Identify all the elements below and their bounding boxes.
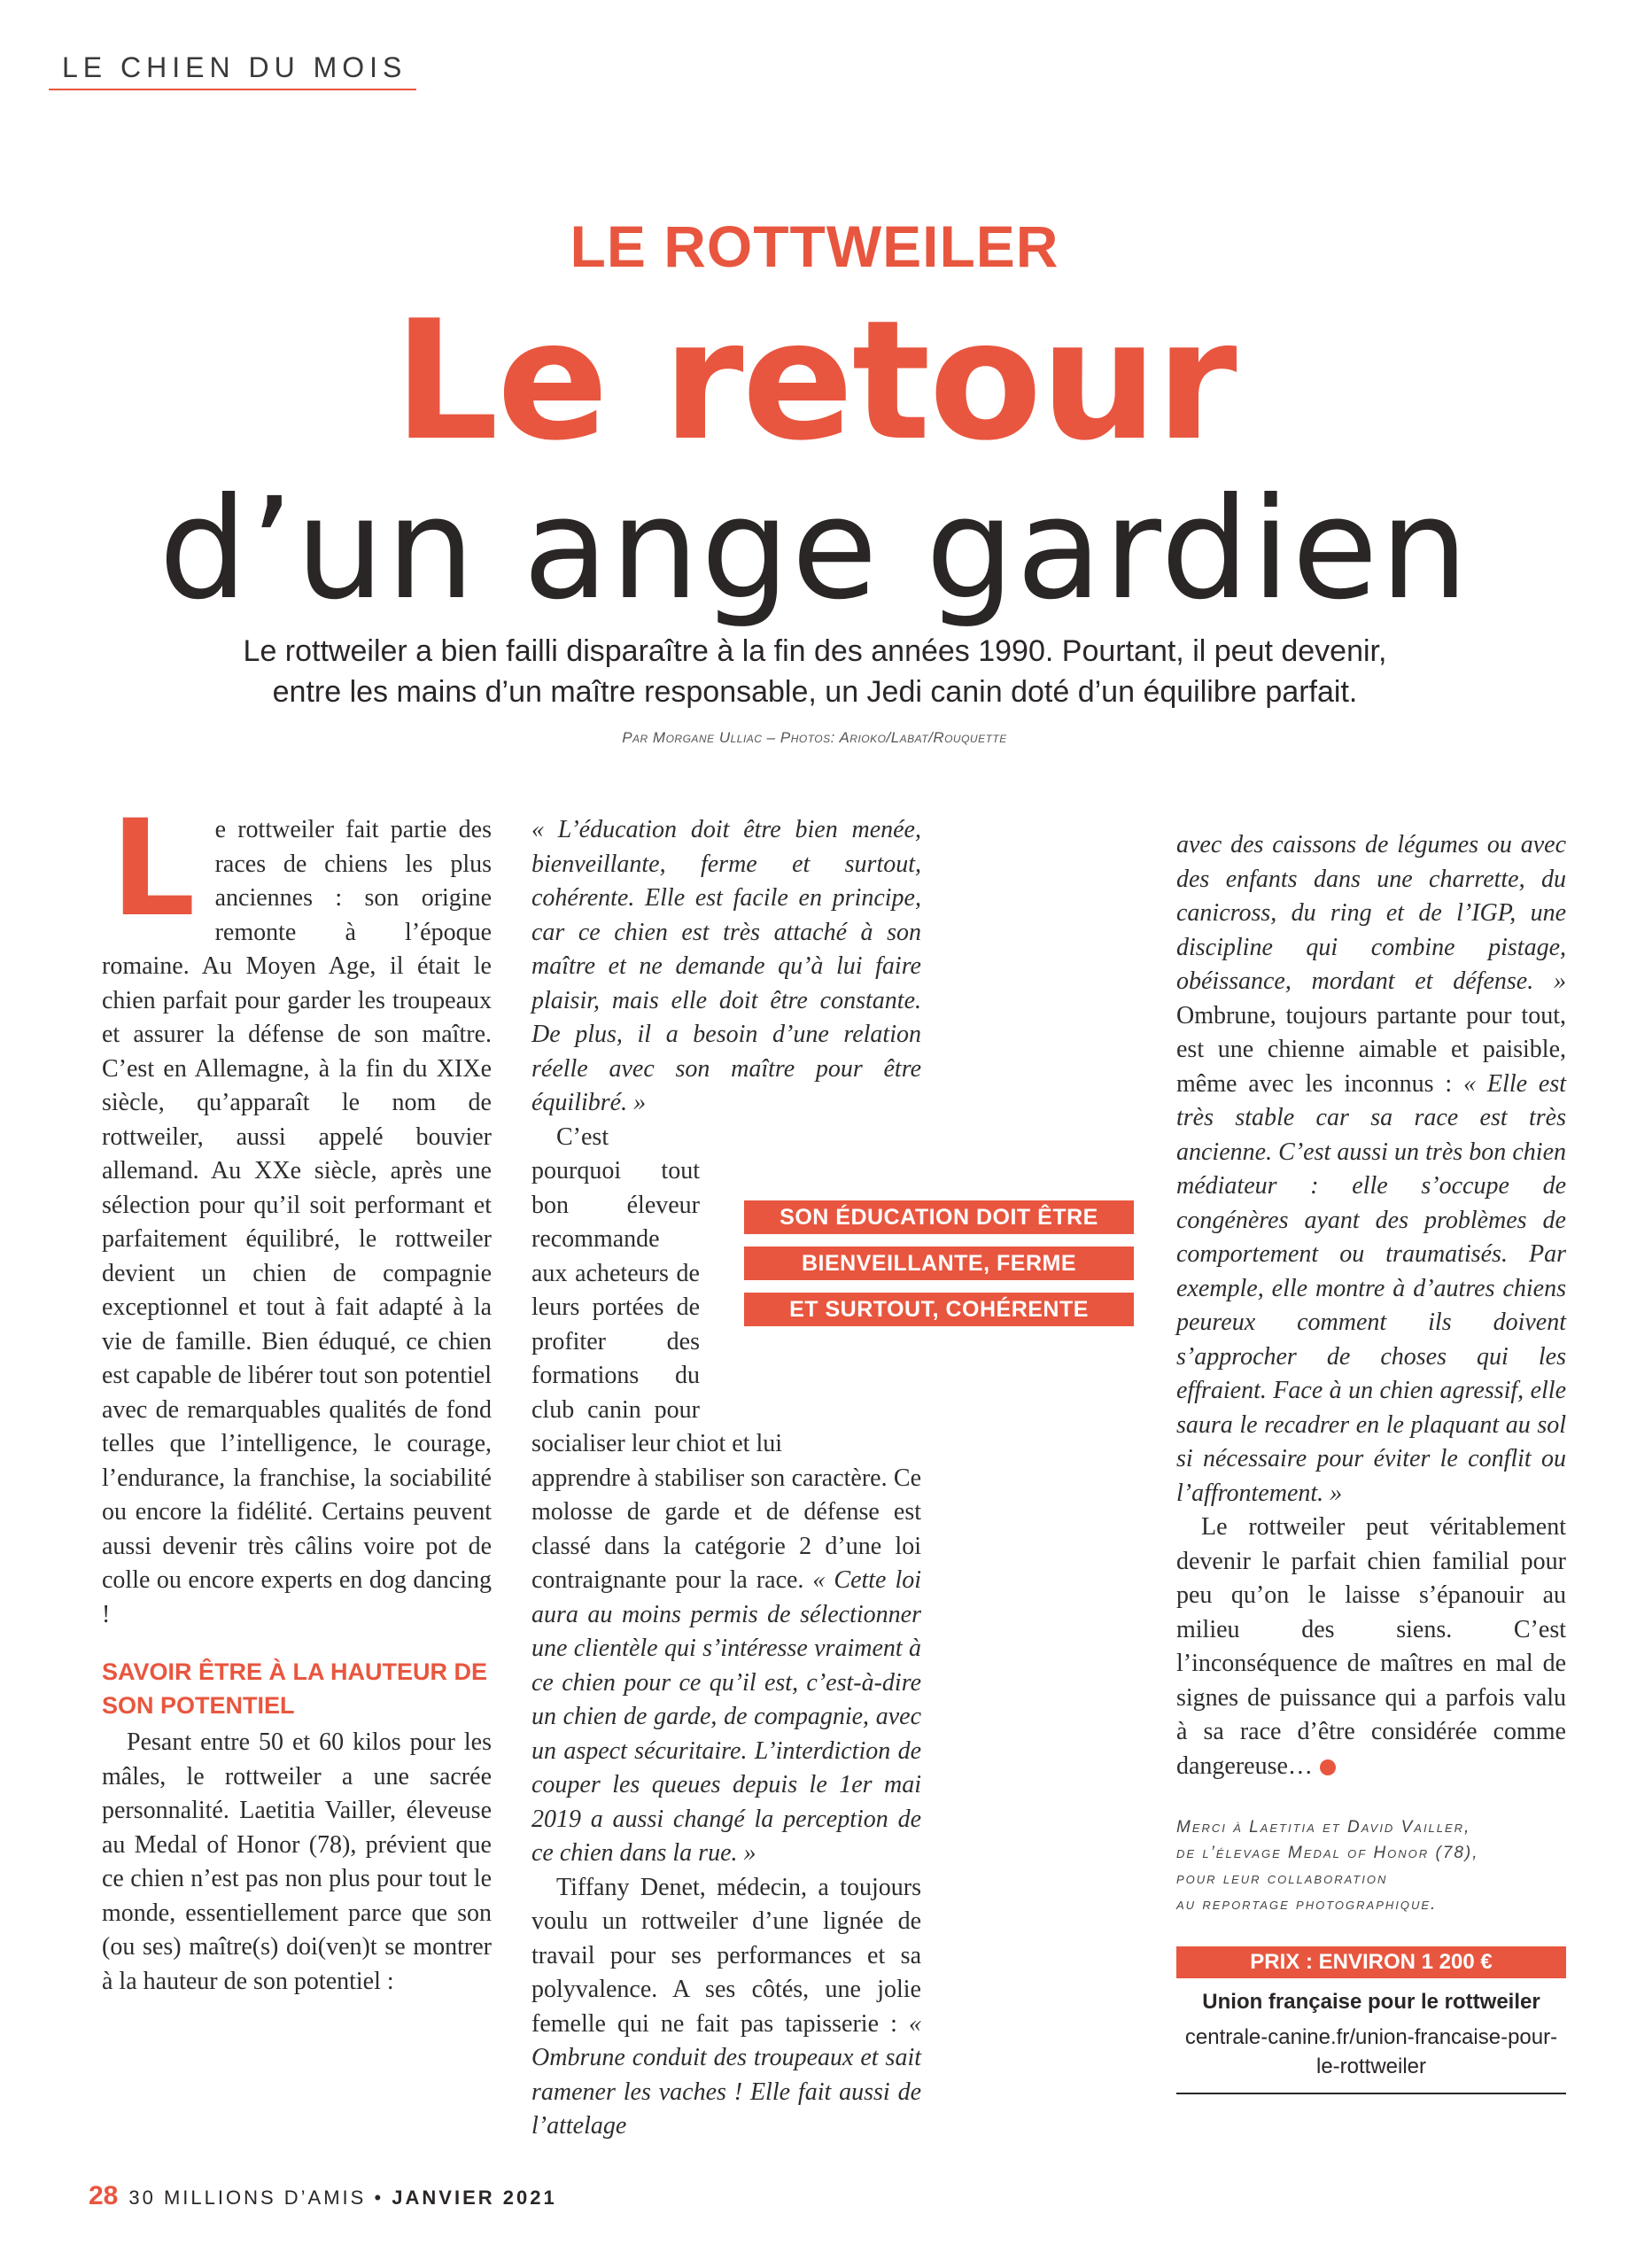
club-url-line1[interactable]: centrale-canine.fr/union-francaise-pour- bbox=[1184, 2025, 1558, 2049]
paragraph bbox=[1176, 828, 1566, 1511]
intro-text: e rottweiler fait partie des races de chiens les plus anciennes : son origine remonte à l’époque romaine. Au Moyen Age, il était le chien parfait pour garder les troupeaux et assurer la défense de son maître. C’est en Allemagne, à la fin du XIXe siècle, qu’apparaît le nom de rottweiler, aussi appelé bouvier allemand. Au XXe siècle, après une sélection pour qu’il soit performant et parfaitement équilibré, le rottweiler devient un chien de compagnie exceptionnel et tout à fait adapté à la vie de famille. Bien éduqué, ce chien est capable de libérer tout son potentiel avec de remarquables qualités de fond telles que l’intelligence, le courage, l’endurance, la franchise, la sociabilité ou encore la fidélité. Certains peuvent aussi devenir très câlins voire pot de colle ou encore experts en dog dancing ! bbox=[102, 816, 492, 1628]
subheading: SAVOIR ÊTRE À LA HAUTEUR DE SON POTENTIEL bbox=[102, 1658, 488, 1719]
pullquote-line3: ET SURTOUT, COHÉRENTE bbox=[744, 1293, 1134, 1326]
paragraph bbox=[531, 1462, 921, 1871]
end-mark-icon bbox=[1320, 1759, 1336, 1775]
quote-paragraph: « L’éducation doit être bien menée, bienveillante, ferme et surtout, cohérente. Elle est facile en principe, car ce chien est très attaché à son maître et ne demande qu’à lui faire plaisir, mais elle doit être constante. De plus, il a besoin d’une relation réelle avec son maître pour être équilibré. » bbox=[531, 816, 921, 1116]
quote-text: « Elle est très stable car sa race est très ancienne. C’est aussi un très bon chien médiateur : elle s’occupe de congénères ayant des problèmes de comportement ou traumatisés. Par exemple, elle montre à d’autres chiens peureux comment ils doivent s’approcher de choses qui les effraient. Face à un chien agressif, elle saura le recadrer en le plaquant au sol si nécessaire pour éviter le conflit ou l’affrontement. » bbox=[1176, 1069, 1567, 1507]
pullquote-line1: SON ÉDUCATION DOIT ÊTRE bbox=[744, 1200, 1134, 1234]
paragraph-text: Le rottweiler peut véritablement devenir le parfait chien familial pour peu qu’on le laisse s’épanouir au milieu des siens. C’est l’inconséquence de maîtres en mal de signes de puissance qui a parfois valu à sa race d’être considérée comme dangereuse… bbox=[1176, 1513, 1566, 1780]
section-rubric: LE CHIEN DU MOIS bbox=[62, 51, 407, 83]
thanks-line: Merci à Laetitia et David Vailler, bbox=[1176, 1818, 1471, 1837]
paragraph: Pesant entre 50 et 60 kilos pour les mâles, le rottweiler a une sacrée personnalité. Laetitia Vailler, éleveuse au Medal of Honor (78), prévient que ce chien n’est pas non plus pour tout le monde, essentiellement parce que son (ou ses) maître(s) doi(ven)t se montrer à la hauteur de son potentiel : bbox=[102, 1728, 492, 1995]
page-number: 28 bbox=[89, 2181, 119, 2210]
quote-text: « Cette loi aura au moins permis de sélectionner une clientèle qui s’intéresse vraiment à ce chien pour ce qu’il est, c’est-à-dire un chien de garde, de compagnie, avec un aspect sécuritaire. L’interdiction de couper les queues depuis le 1er mai 2019 a aussi changé la perception de ce chien dans la rue. » bbox=[531, 1566, 922, 1867]
drop-cap: L bbox=[111, 792, 196, 946]
article-credits: Par Morgane Ulliac – Photos: Arioko/Labat/Rouquette bbox=[622, 729, 1007, 746]
page-footer bbox=[89, 2181, 557, 2211]
column-2 bbox=[531, 813, 921, 2144]
thanks-line: de l’élevage Medal of Honor (78), bbox=[1176, 1844, 1479, 1862]
quote-text: « Ombrune conduit des troupeaux et sait ramener les vaches ! Elle fait aussi de l’attelage bbox=[531, 2009, 922, 2140]
standfirst-line2: entre les mains d’un maître responsable, un Jedi canin doté d’un équilibre parfait. bbox=[272, 675, 1358, 709]
divider bbox=[1176, 2093, 1566, 2094]
acknowledgements bbox=[1176, 1814, 1566, 1917]
rubric-underline bbox=[49, 89, 416, 90]
paragraph-text: Tiffany Denet, médecin, a toujours voulu un rottweiler d’une lignée de travail pour ses performances et sa polyvalence. A ses côtés, une jolie femelle qui ne fait pas tapisserie : bbox=[531, 1873, 921, 2038]
footer-separator: • bbox=[374, 2186, 384, 2209]
wrap-around-pullquote bbox=[531, 1121, 921, 1462]
paragraph bbox=[531, 1871, 921, 2144]
quote-text: avec des caissons de légumes ou avec des enfants dans une charrette, du canicross, du ring et de l’IGP, une discipline qui combine pistage, obéissance, mordant et défense. » bbox=[1176, 831, 1566, 995]
article-title-line2: d’un ange gardien bbox=[159, 468, 1470, 631]
thanks-line: pour leur collaboration bbox=[1176, 1869, 1388, 1888]
paragraph-text: Ombrune, toujours partante pour tout, est une chienne aimable et paisible, même avec les inconnus : bbox=[1176, 1001, 1566, 1098]
column-1 bbox=[102, 792, 492, 1999]
article-kicker: LE ROTTWEILER bbox=[570, 214, 1059, 279]
paragraph: C’est pourquoi tout bon éleveur recommande aux acheteurs de leurs portées de profiter des formations du club canin pour socialiser leur chiot et lui bbox=[531, 1122, 783, 1457]
thanks-line: au reportage photographique. bbox=[1176, 1895, 1438, 1914]
standfirst-line1: Le rottweiler a bien failli disparaître à la fin des années 1990. Pourtant, il peut devenir, bbox=[243, 634, 1387, 668]
club-url[interactable] bbox=[1176, 2023, 1566, 2081]
article-standfirst bbox=[89, 631, 1541, 712]
club-url-line2[interactable]: le-rottweiler bbox=[1315, 2054, 1427, 2078]
article-title-line1: Le retour bbox=[393, 284, 1236, 477]
price-banner: PRIX : ENVIRON 1 200 € bbox=[1176, 1946, 1566, 1978]
magazine-name: 30 MILLIONS D’AMIS bbox=[128, 2186, 367, 2209]
paragraph-text: apprendre à stabiliser son caractère. Ce molosse de garde et de défense est classé dans la catégorie 2 d’une loi contraignante pour la race. bbox=[531, 1464, 921, 1594]
intro-paragraph bbox=[102, 792, 492, 1632]
pullquote-line2: BIENVEILLANTE, FERME bbox=[744, 1247, 1134, 1280]
issue-date: JANVIER 2021 bbox=[392, 2186, 557, 2209]
club-name: Union française pour le rottweiler bbox=[1202, 1990, 1540, 2014]
closing-paragraph bbox=[1176, 1511, 1566, 1783]
column-3 bbox=[1176, 828, 1566, 1783]
